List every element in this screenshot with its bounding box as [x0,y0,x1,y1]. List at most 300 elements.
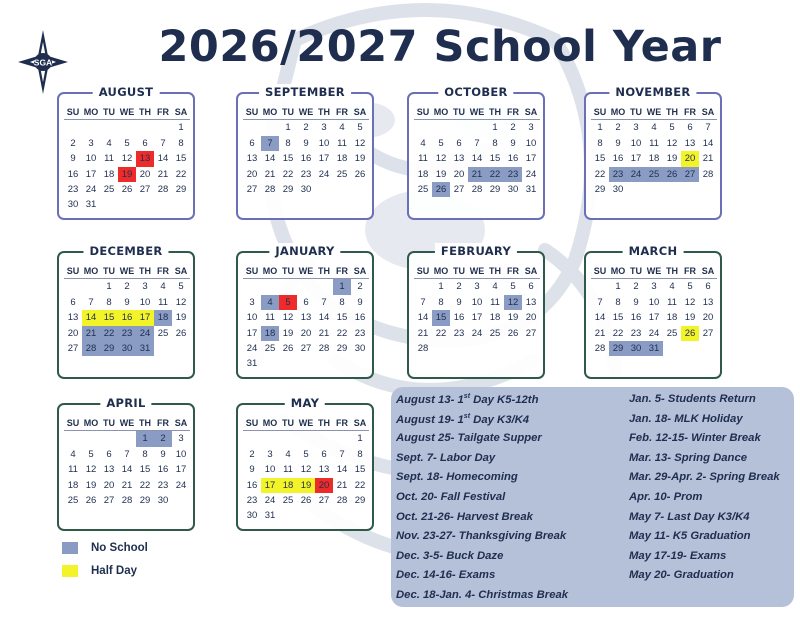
day-cell: 18 [648,153,660,165]
day-grid [243,416,369,524]
event-item [396,511,533,523]
day-cell: 27 [318,494,330,506]
empty-cell [82,279,100,294]
day-cell: 3 [88,137,94,149]
weekday-header: TH [663,264,681,279]
day-cell: 24 [264,494,276,506]
day-cell: 26 [300,494,312,506]
day-cell: 23 [453,327,465,339]
day-grid [243,264,369,372]
day-cell: 10 [318,137,330,149]
weekday-header: FR [154,264,172,279]
day-grid [243,105,369,197]
month-name: FEBRUARY [435,243,517,259]
event-ordinal: st [463,412,471,420]
day-cell: 26 [354,168,366,180]
weekday-header: SA [351,264,369,279]
weekday-header: TU [627,264,645,279]
day-cell: 26 [175,327,187,339]
day-cell: 14 [594,312,606,324]
empty-cell [414,120,432,135]
day-cell: 27 [525,327,537,339]
day-cell: 5 [178,281,184,293]
weekday-header: SA [522,264,540,279]
day-grid [414,105,540,197]
day-cell: 16 [67,168,79,180]
day-cell: 6 [70,296,76,308]
day-cell: 22 [594,168,606,180]
weekday-header: WE [297,105,315,120]
day-cell: 7 [474,137,480,149]
day-cell: 16 [300,153,312,165]
day-cell: 6 [705,281,711,293]
half-day-swatch [62,565,78,577]
day-cell: 8 [597,137,603,149]
calendar-month [236,396,374,531]
weekday-header: MO [82,264,100,279]
empty-cell [100,120,118,135]
day-grid [64,105,190,213]
day-grid [591,264,717,356]
event-ordinal: st [463,393,471,400]
day-cell: 5 [687,281,693,293]
day-cell: 27 [246,183,258,195]
weekday-header: WE [297,264,315,279]
weekday-header: MO [261,416,279,431]
day-cell: 13 [318,464,330,476]
calendar-month [236,85,374,220]
empty-cell [591,279,609,294]
day-cell-no-school: 23 [504,167,522,182]
day-cell-no-school: 1 [136,431,154,446]
day-cell: 22 [435,327,447,339]
event-text: Oct. 21-26- Harvest Break [396,510,533,523]
day-cell: 27 [103,494,115,506]
day-cell: 31 [85,199,97,211]
day-cell: 14 [336,464,348,476]
day-cell: 13 [525,296,537,308]
day-cell: 6 [303,296,309,308]
weekday-header: WE [645,105,663,120]
event-item [396,530,566,542]
day-cell: 8 [178,137,184,149]
event-item [396,550,503,562]
day-cell: 24 [246,342,258,354]
empty-cell [261,279,279,294]
day-cell: 6 [249,137,255,149]
day-cell: 2 [615,122,621,134]
day-cell: 10 [648,296,660,308]
day-cell: 25 [103,183,115,195]
day-cell-no-school: 23 [118,326,136,341]
weekday-header: WE [297,416,315,431]
weekday-header: SU [414,264,432,279]
day-cell: 8 [106,296,112,308]
day-cell: 13 [684,137,696,149]
month-name: AUGUST [93,84,160,100]
day-cell: 4 [70,448,76,460]
day-cell: 7 [597,296,603,308]
page-title: 2026/2027 School Year [158,22,722,72]
day-cell: 9 [357,296,363,308]
weekday-header: MO [432,264,450,279]
month-name: MAY [285,395,325,411]
legend-label: Half Day [91,565,138,577]
day-cell: 31 [264,510,276,522]
day-cell: 16 [612,153,624,165]
day-cell: 9 [633,296,639,308]
day-cell: 8 [615,296,621,308]
day-cell-no-school: 30 [627,341,645,356]
weekday-header: TU [279,264,297,279]
day-cell: 25 [417,183,429,195]
event-item: Jan. 18- MLK Holiday [629,412,743,425]
weekday-header: WE [118,105,136,120]
day-cell: 24 [471,327,483,339]
calendar-month [584,85,722,220]
day-cell-no-school: 22 [100,326,118,341]
day-cell: 15 [594,153,606,165]
day-cell: 10 [175,448,187,460]
weekday-header: TU [100,105,118,120]
event-item: May 7- Last Day K3/K4 [629,510,750,523]
day-cell: 20 [300,327,312,339]
day-cell: 19 [684,312,696,324]
day-cell: 9 [510,137,516,149]
day-cell: 19 [666,153,678,165]
empty-cell [333,431,351,446]
day-cell: 10 [139,296,151,308]
day-cell: 12 [684,296,696,308]
calendar-month [584,244,722,379]
day-cell: 28 [157,183,169,195]
day-cell: 5 [438,137,444,149]
day-cell: 2 [124,281,130,293]
day-cell: 16 [507,153,519,165]
empty-cell [468,120,486,135]
day-cell: 4 [106,137,112,149]
day-cell-no-school: 30 [118,341,136,356]
day-cell: 8 [285,137,291,149]
events-panel [391,387,794,607]
month-name: APRIL [100,395,151,411]
day-cell: 9 [615,137,621,149]
day-cell: 22 [282,168,294,180]
day-cell: 17 [175,464,187,476]
weekday-header: SU [64,264,82,279]
day-cell: 26 [85,494,97,506]
day-cell: 28 [702,168,714,180]
day-cell: 12 [85,464,97,476]
day-cell-no-school: 26 [663,167,681,182]
day-cell: 12 [282,312,294,324]
day-cell: 15 [354,464,366,476]
month-name: MARCH [623,243,684,259]
day-cell: 14 [417,312,429,324]
day-cell: 11 [337,137,347,149]
day-cell: 1 [178,122,184,134]
day-cell: 25 [489,327,501,339]
event-item [396,471,518,483]
day-cell: 8 [357,448,363,460]
empty-cell [414,279,432,294]
weekday-header: TU [279,416,297,431]
day-cell: 7 [420,296,426,308]
day-cell: 15 [175,153,187,165]
weekday-header: TU [100,264,118,279]
day-cell: 22 [612,327,624,339]
day-cell: 24 [175,479,187,491]
event-item: May 20- Graduation [629,569,734,582]
weekday-header: WE [468,264,486,279]
day-cell: 18 [417,168,429,180]
day-cell: 19 [435,168,447,180]
weekday-header: SA [351,416,369,431]
weekday-header: FR [333,416,351,431]
weekday-header: WE [468,105,486,120]
day-cell: 16 [630,312,642,324]
day-cell: 4 [651,122,657,134]
day-cell: 7 [88,296,94,308]
day-cell: 24 [525,168,537,180]
day-cell: 11 [283,464,293,476]
day-cell: 13 [300,312,312,324]
school-logo [18,30,68,94]
day-cell: 12 [354,137,366,149]
day-cell: 9 [303,137,309,149]
day-cell-no-school: 29 [100,341,118,356]
weekday-header: FR [154,416,172,431]
day-cell: 19 [282,327,294,339]
day-cell: 31 [246,358,258,370]
day-cell: 25 [264,342,276,354]
day-cell: 30 [67,199,79,211]
day-cell: 20 [246,168,258,180]
event-item: Mar. 13- Spring Dance [629,451,748,464]
day-cell-no-school: 18 [154,310,172,325]
day-cell: 11 [667,296,677,308]
event-text: Sept. 7- Labor Day [396,451,496,464]
day-cell: 4 [285,448,291,460]
day-cell-no-school: 24 [627,167,645,182]
weekday-header: WE [118,416,136,431]
weekday-header: FR [154,105,172,120]
day-cell: 31 [525,183,537,195]
day-cell: 29 [336,342,348,354]
day-cell: 28 [417,342,429,354]
day-cell: 4 [160,281,166,293]
day-cell-no-school: 22 [486,167,504,182]
day-cell: 30 [507,183,519,195]
empty-cell [297,279,315,294]
day-cell: 20 [67,327,79,339]
day-cell: 28 [318,342,330,354]
day-cell: 7 [321,296,327,308]
day-cell: 20 [702,312,714,324]
day-cell: 3 [249,296,255,308]
day-cell-no-school: 25 [645,167,663,182]
event-item: Jan. 5- Students Return [629,393,756,405]
day-cell: 13 [67,312,79,324]
weekday-header: TH [663,105,681,120]
day-cell: 2 [510,122,516,134]
empty-cell [118,120,136,135]
weekday-header: MO [261,105,279,120]
day-grid [591,105,717,197]
day-cell: 27 [139,183,151,195]
day-cell: 28 [594,342,606,354]
day-cell-no-school: 31 [136,341,154,356]
day-cell: 5 [124,137,130,149]
day-cell: 21 [157,168,169,180]
day-cell: 4 [339,122,345,134]
day-cell-half-day: 17 [261,478,279,493]
day-cell: 28 [471,183,483,195]
weekday-header: FR [504,264,522,279]
day-cell: 9 [456,296,462,308]
calendar-month [57,85,195,220]
day-cell: 5 [357,122,363,134]
day-cell: 9 [249,464,255,476]
day-cell-no-school: 26 [432,182,450,197]
day-grid [64,416,190,508]
weekday-header: SA [699,264,717,279]
day-cell: 14 [264,153,276,165]
day-cell: 23 [354,327,366,339]
day-cell: 1 [597,122,603,134]
day-cell-no-school: 24 [136,326,154,341]
empty-cell [243,120,261,135]
weekday-header: TH [315,105,333,120]
day-cell-highlight: 19 [118,167,136,182]
day-cell: 27 [300,342,312,354]
day-cell: 27 [67,342,79,354]
calendar-month [57,396,195,531]
day-cell: 11 [418,153,428,165]
day-cell: 4 [492,281,498,293]
day-cell: 26 [121,183,133,195]
weekday-header: MO [609,105,627,120]
day-cell-half-day: 16 [118,310,136,325]
event-item [396,569,495,581]
day-cell-no-school: 21 [82,326,100,341]
day-cell: 25 [157,327,169,339]
weekday-header: SU [64,105,82,120]
day-cell: 21 [417,327,429,339]
empty-cell [315,279,333,294]
day-cell: 20 [103,479,115,491]
day-cell-no-school: 21 [468,167,486,182]
day-cell: 26 [282,342,294,354]
empty-cell [279,279,297,294]
day-cell: 23 [300,168,312,180]
day-cell: 8 [339,296,345,308]
day-cell: 1 [285,122,291,134]
day-cell: 5 [669,122,675,134]
event-text: Dec. 18-Jan. 4- Christmas Break [396,589,569,601]
month-name: JANUARY [269,243,340,259]
day-cell: 19 [175,312,187,324]
weekday-header: MO [609,264,627,279]
event-text: Dec. 14-16- Exams [396,569,496,582]
day-cell: 27 [702,327,714,339]
day-cell: 1 [106,281,112,293]
day-cell: 18 [67,479,79,491]
day-cell: 17 [471,312,483,324]
weekday-header: SU [243,264,261,279]
day-cell-no-school: 2 [154,431,172,446]
weekday-header: MO [432,105,450,120]
day-cell: 3 [267,448,273,460]
day-cell-highlight: 13 [136,151,154,166]
empty-cell [154,120,172,135]
day-cell: 10 [85,153,97,165]
day-cell: 22 [175,168,187,180]
day-cell: 6 [456,137,462,149]
day-cell: 1 [438,281,444,293]
empty-cell [261,120,279,135]
day-cell-no-school: 1 [333,279,351,294]
empty-cell [279,431,297,446]
weekday-header: MO [82,105,100,120]
day-cell: 9 [70,153,76,165]
day-cell: 25 [666,327,678,339]
day-cell: 13 [246,153,258,165]
day-cell: 5 [88,448,94,460]
day-cell-half-day: 18 [279,478,297,493]
day-cell: 14 [121,464,133,476]
day-cell-no-school: 18 [261,326,279,341]
day-cell: 3 [321,122,327,134]
day-cell: 13 [453,153,465,165]
event-item: Feb. 12-15- Winter Break [629,432,761,445]
day-cell: 8 [142,448,148,460]
weekday-header: WE [118,264,136,279]
day-cell: 12 [435,153,447,165]
day-cell: 21 [594,327,606,339]
weekday-header: FR [333,264,351,279]
day-cell: 14 [702,137,714,149]
weekday-header: TH [315,416,333,431]
event-text: Sept. 18- Homecoming [396,471,518,484]
day-cell: 14 [318,312,330,324]
day-cell: 10 [246,312,258,324]
empty-cell [136,120,154,135]
day-cell: 10 [630,137,642,149]
day-cell-half-day: 20 [681,151,699,166]
day-cell: 2 [633,281,639,293]
day-cell: 19 [85,479,97,491]
day-cell: 30 [157,494,169,506]
day-cell: 29 [282,183,294,195]
day-cell: 15 [282,153,294,165]
day-cell: 15 [139,464,151,476]
day-cell: 1 [357,433,363,445]
weekday-header: FR [681,264,699,279]
weekday-header: TH [136,264,154,279]
weekday-header: MO [261,264,279,279]
day-cell: 24 [85,183,97,195]
day-cell: 1 [492,122,498,134]
day-cell-no-school: 23 [609,167,627,182]
weekday-header: TU [100,416,118,431]
day-cell: 7 [339,448,345,460]
empty-cell [450,120,468,135]
calendar-month [407,244,545,379]
day-cell: 20 [453,168,465,180]
day-cell-highlight: 20 [315,478,333,493]
weekday-header: SU [243,105,261,120]
